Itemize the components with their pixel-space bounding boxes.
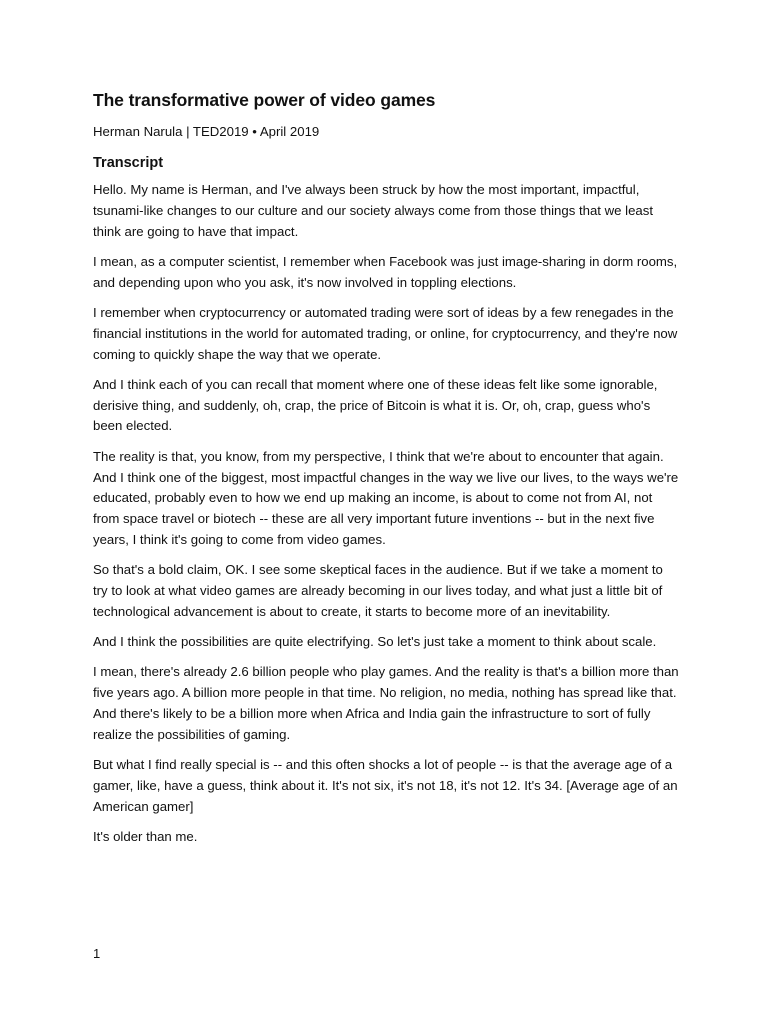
byline: Herman Narula | TED2019 • April 2019	[93, 124, 320, 139]
transcript-paragraph: The reality is that, you know, from my perspective, I think that we're about to encounter that again. And I think one of the biggest, most impactful changes in the way we live our lives, to the ways we're educated, probably even to how we end up making an income, is about to come not from AI, not from space travel or biotech -- these are all very important future inventions -- but in the next five years, I think it's going to come from video games.	[93, 448, 679, 547]
document-title: The transformative power of video games	[93, 90, 436, 110]
transcript-body	[93, 180, 679, 848]
transcript-paragraph: I remember when cryptocurrency or automated trading were sort of ideas by a few renegades in the financial institutions in the world for automated trading, or online, for cryptocurrency, and they're now coming to quickly shape the way that we operate.	[93, 304, 678, 362]
document-page	[93, 88, 679, 857]
transcript-paragraph: I mean, as a computer scientist, I remember when Facebook was just image-sharing in dorm rooms, and depending upon who you ask, it's now involved in toppling elections.	[93, 253, 678, 290]
transcript-paragraph: It's older than me.	[93, 829, 198, 845]
transcript-paragraph: And I think each of you can recall that moment where one of these ideas felt like some ignorable, derisive thing, and suddenly, oh, crap, the price of Bitcoin is what it is. Or, oh, crap, guess who's been elected.	[93, 376, 658, 434]
transcript-paragraph: And I think the possibilities are quite electrifying. So let's just take a moment to think about scale.	[93, 634, 657, 650]
transcript-paragraph: Hello. My name is Herman, and I've always been struck by how the most important, impactful, tsunami-like changes to our culture and our society always come from those things that we least think are going to have that impact.	[93, 182, 654, 239]
page-number: 1	[93, 946, 101, 961]
transcript-paragraph: So that's a bold claim, OK. I see some skeptical faces in the audience. But if we take a moment to try to look at what video games are already becoming in our lives today, and what just a little bit of technological advancement is about to create, it starts to become more of an inevitability.	[93, 562, 663, 619]
section-heading: Transcript	[93, 155, 164, 171]
transcript-paragraph: I mean, there's already 2.6 billion people who play games. And the reality is that's a billion more than five years ago. A billion more people in that time. No religion, no media, nothing has spread like that. And there's likely to be a billion more when Africa and India gain the infrastructure to sort of fully realize the possibilities of gaming.	[93, 664, 679, 742]
transcript-paragraph: But what I find really special is -- and this often shocks a lot of people -- is that the average age of a gamer, like, have a guess, think about it. It's not six, it's not 18, it's not 12. It's 34. [Average age of an American gamer]	[93, 757, 678, 814]
